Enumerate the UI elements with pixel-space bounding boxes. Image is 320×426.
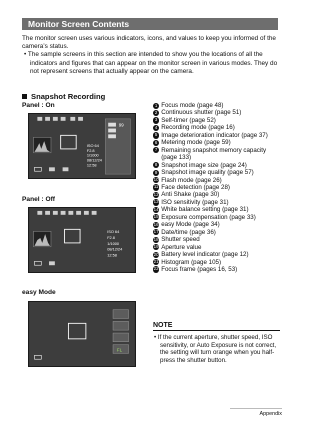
callout-number: 15	[153, 214, 159, 220]
callout-item	[153, 236, 283, 243]
memory-capacity-icon	[108, 123, 116, 127]
page-footer: Appendix	[230, 408, 282, 417]
callout-text: ISO sensitivity (page 31)	[161, 198, 229, 206]
aperture-readout-off: F2.8	[107, 235, 115, 241]
callout-number: 12	[153, 191, 159, 197]
callout-number: 5	[154, 132, 158, 138]
panel-off-label: Panel : Off	[22, 196, 55, 203]
callout-number: 3	[154, 117, 158, 123]
callout-number: 2	[154, 109, 158, 115]
callout-item	[153, 124, 283, 131]
shutter-readout-off: 1/1000	[107, 240, 120, 246]
callout-text: Shutter speed	[161, 236, 200, 244]
callout-text: Image deterioration indicator (page 37)	[161, 131, 268, 139]
callout-number: 18	[153, 236, 159, 242]
time-readout-off: 12:58	[107, 252, 117, 258]
callout-item	[153, 147, 283, 162]
callout-item	[153, 162, 283, 169]
callout-item	[153, 259, 283, 266]
callout-item	[153, 206, 283, 213]
note-box	[153, 322, 280, 364]
callout-number: 16	[153, 221, 159, 227]
callout-list	[153, 102, 283, 273]
panel-off-diagram	[29, 208, 135, 272]
callout-text: Date/time (page 36)	[161, 228, 216, 236]
callout-number: 4	[154, 124, 158, 130]
callout-text: Snapshot image quality (page 57)	[161, 169, 254, 177]
callout-number: 10	[153, 177, 159, 183]
intro-bullet: • The sample screens in this section are intended to show you the locations of all the indicators and figures that can appear on the monitor screen in various modes. They do not represent screens that actually appear on the camera.	[24, 51, 278, 75]
callout-item	[153, 199, 283, 206]
panel-off-screen	[28, 207, 136, 273]
easy-mode-diagram	[29, 302, 135, 366]
callout-text: Continuous shutter (page 51)	[161, 109, 242, 117]
callout-number: 13	[153, 199, 159, 205]
callout-text: Recording mode (page 16)	[161, 124, 235, 132]
callout-item	[153, 102, 283, 109]
callout-text: easy Mode (page 34)	[161, 221, 220, 229]
panel-on-label: Panel : On	[22, 102, 55, 109]
callout-number: 1	[154, 102, 158, 108]
intro-text	[22, 35, 280, 76]
callout-number: 21	[153, 259, 159, 265]
callout-text: Anti Shake (page 30)	[161, 191, 220, 199]
callout-item	[153, 221, 283, 228]
callout-text: Face detection (page 28)	[161, 183, 230, 191]
callout-text: Histogram (page 105)	[161, 258, 222, 266]
note-heading: NOTE	[153, 322, 280, 331]
image-size-icon	[108, 129, 116, 133]
callout-text: Metering mode (page 59)	[161, 139, 231, 147]
easy-mode-screen	[28, 301, 136, 367]
callout-text: White balance setting (page 31)	[161, 206, 249, 214]
iso-readout-off: ISO 64	[107, 229, 120, 235]
aperture-readout: F2.8	[86, 147, 95, 153]
date-readout: 08/12/24	[86, 157, 102, 163]
callout-text: Flash mode (page 26)	[161, 176, 222, 184]
callout-text: Focus mode (page 48)	[161, 102, 224, 109]
callout-item	[153, 132, 283, 139]
panel-on-diagram	[29, 114, 135, 178]
callout-number: 8	[154, 162, 158, 168]
panel-on-screen	[28, 113, 136, 179]
callout-item	[153, 109, 283, 116]
callout-number: 7	[154, 147, 158, 153]
callout-item	[153, 251, 283, 258]
callout-text: Exposure compensation (page 33)	[161, 213, 256, 221]
easy-fl-tag: FL	[116, 347, 123, 353]
callout-item	[153, 169, 283, 176]
remaining-count: 99	[118, 122, 124, 128]
easy-mode-label: easy Mode	[22, 289, 56, 296]
callout-text: Remaining snapshot memory capacity (page 133)	[161, 146, 267, 162]
callout-item	[153, 244, 283, 251]
callout-number: 20	[153, 251, 159, 257]
callout-text: Battery level indicator (page 12)	[161, 251, 249, 259]
callout-item	[153, 266, 283, 273]
iso-readout: ISO 64	[86, 142, 99, 148]
subsection-heading	[22, 92, 105, 101]
callout-text: Self-timer (page 52)	[161, 116, 216, 124]
callout-number: 11	[153, 184, 159, 190]
intro-paragraph: The monitor screen uses various indicators, icons, and values to keep you informed of the camera’s status.	[22, 35, 276, 51]
callout-number: 17	[153, 229, 159, 235]
image-quality-icon	[108, 134, 116, 138]
time-readout: 12:58	[86, 162, 97, 168]
note-text: • If the current aperture, shutter speed, ISO sensitivity, or Auto Exposure is not correct, the setting will turn orange when you half-press the shutter button.	[154, 334, 277, 364]
callout-item	[153, 139, 283, 146]
callout-item	[153, 191, 283, 198]
callout-number: 19	[153, 244, 159, 250]
section-title: Monitor Screen Contents	[22, 18, 278, 30]
callout-item	[153, 117, 283, 124]
shutter-readout: 1/1000	[86, 152, 99, 158]
callout-item	[153, 229, 283, 236]
callout-text: Snapshot image size (page 24)	[161, 161, 247, 169]
callout-number: 9	[154, 169, 158, 175]
callout-number: 14	[153, 206, 159, 212]
subsection-title: Snapshot Recording	[31, 92, 106, 101]
callout-item	[153, 214, 283, 221]
callout-text: Focus frame (pages 16, 53)	[161, 265, 238, 273]
callout-text: Aperture value	[161, 243, 202, 251]
callout-item	[153, 184, 283, 191]
callout-number: 22	[153, 266, 159, 272]
date-readout-off: 08/12/24	[107, 246, 123, 252]
callout-number: 6	[154, 139, 158, 145]
callout-item	[153, 177, 283, 184]
square-bullet-icon	[22, 94, 27, 99]
